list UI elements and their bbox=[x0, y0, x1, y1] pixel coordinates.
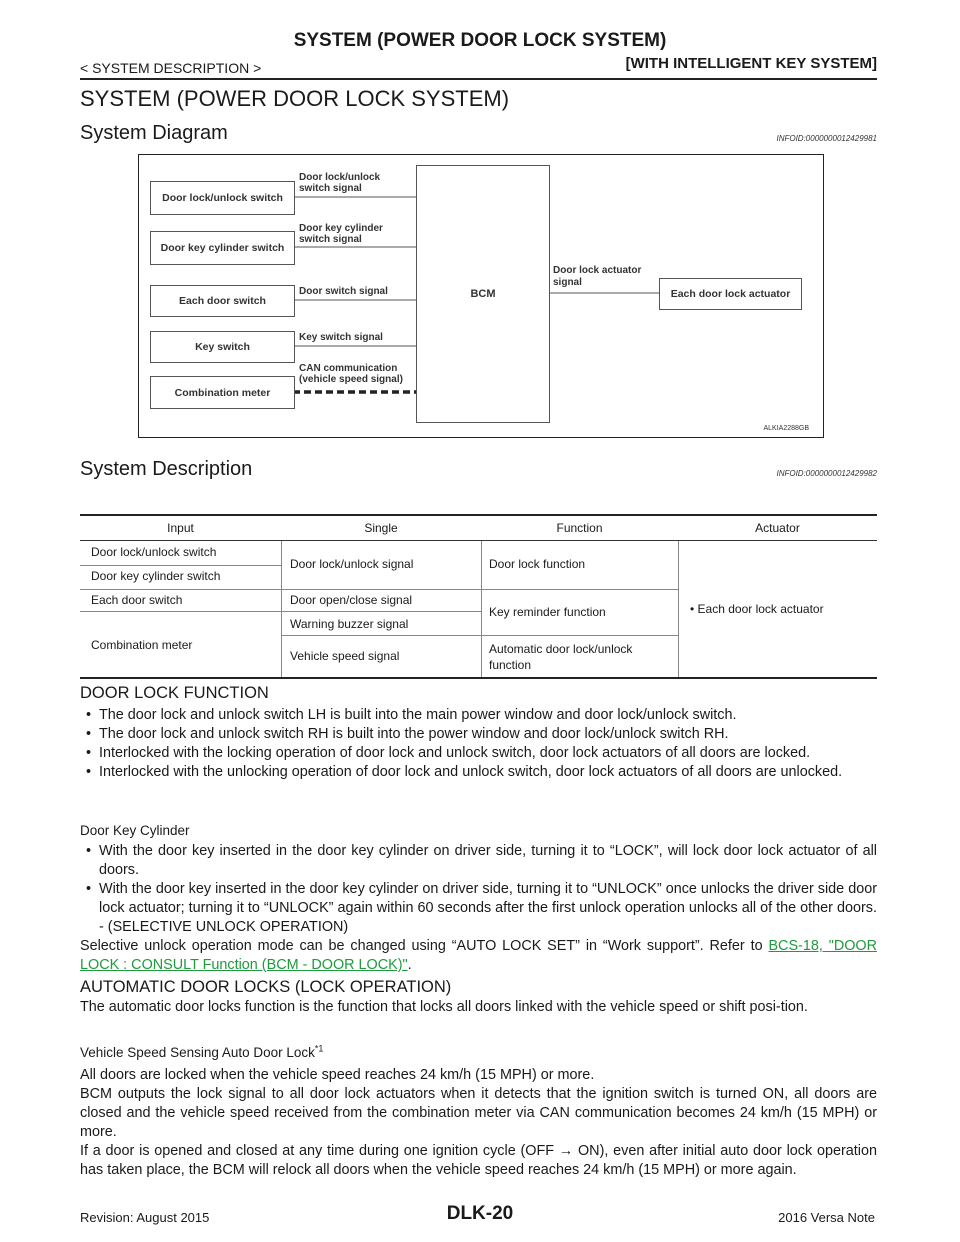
key-cylinder-signal-label-2: switch signal bbox=[299, 234, 362, 245]
paragraph: All doors are locked when the vehicle speed reaches 24 km/h (15 MPH) or more. bbox=[80, 1067, 595, 1083]
door-lock-signal-label-2: switch signal bbox=[299, 183, 362, 194]
actuator-signal-label-2: signal bbox=[553, 277, 582, 288]
system-diagram-heading: System Diagram bbox=[80, 122, 228, 144]
system-description-heading: System Description bbox=[80, 458, 253, 480]
key-switch-signal-label: Key switch signal bbox=[299, 332, 383, 343]
vehicle-speed-heading-text: Vehicle Speed Sensing Auto Door Lock bbox=[80, 1045, 315, 1060]
table-row-divider bbox=[80, 589, 678, 590]
table-cell: Door open/close signal bbox=[290, 593, 413, 607]
system-diagram-infoid: INFOID:0000000012429981 bbox=[776, 134, 877, 143]
table-row-divider bbox=[80, 611, 281, 612]
table-header-actuator: Actuator bbox=[755, 521, 800, 535]
selective-unlock-note bbox=[80, 937, 877, 975]
table-cell: Door lock/unlock signal bbox=[290, 557, 414, 571]
list-item: • Interlocked with the unlocking operation of door lock and unlock switch, door lock actuators of all doors are unlocked. bbox=[80, 763, 877, 782]
revision-label: Revision: August 2015 bbox=[80, 1210, 210, 1225]
door-lock-function-heading: DOOR LOCK FUNCTION bbox=[80, 684, 269, 702]
paragraph: The automatic door locks function is the function that locks all doors linked with the vehicle speed or shift posi-tion. bbox=[80, 999, 808, 1015]
paragraph: BCM outputs the lock signal to all door lock actuators when it detects that the ignition switch is turned ON, all doors are closed and the vehicle speed received from the combination meter via CAN communication becomes 24 km/h (15 MPH) or more. bbox=[80, 1086, 877, 1140]
list-item: • With the door key inserted in the door key cylinder on driver side, turning it to “LOCK”, will lock door lock actuator of all doors. bbox=[80, 842, 877, 880]
vehicle-speed-body bbox=[80, 1066, 877, 1180]
figure-id: ALKIA2288GB bbox=[763, 425, 809, 432]
table-header-input: Input bbox=[167, 521, 194, 535]
table-col-divider bbox=[281, 541, 282, 677]
list-item: • The door lock and unlock switch LH is built into the main power window and door lock/unlock switch. bbox=[80, 706, 877, 725]
bcs-reference-link[interactable]: BCS-18, "DOOR LOCK : CONSULT Function (BCM - DOOR LOCK)" bbox=[80, 938, 877, 973]
each-door-switch-box: Each door switch bbox=[150, 285, 295, 317]
system-description-infoid: INFOID:0000000012429982 bbox=[776, 469, 877, 478]
table-col-divider bbox=[481, 541, 482, 677]
variant-label: [WITH INTELLIGENT KEY SYSTEM] bbox=[625, 55, 877, 72]
can-signal-label-1: CAN communication bbox=[299, 363, 398, 374]
door-lock-switch-box: Door lock/unlock switch bbox=[150, 181, 295, 215]
can-signal-label-2: (vehicle speed signal) bbox=[299, 374, 403, 385]
key-cylinder-switch-box: Door key cylinder switch bbox=[150, 231, 295, 265]
table-header-function: Function bbox=[556, 521, 603, 535]
table-header-single: Single bbox=[364, 521, 398, 535]
door-lock-function-list bbox=[80, 706, 877, 782]
system-diagram bbox=[138, 154, 824, 438]
table-cell: function bbox=[489, 658, 532, 672]
table-cell: Each door switch bbox=[91, 593, 183, 607]
table-col-divider bbox=[678, 541, 679, 677]
note-text: Selective unlock operation mode can be changed using “AUTO LOCK SET” in “Work support”. Refer to bbox=[80, 938, 769, 954]
paragraph: If a door is opened and closed at any time during one ignition cycle (OFF → ON), even after initial auto door lock operation has taken place, the BCM will relock all doors when the vehicle speed reaches 24 km/h (15 MPH) or more again. bbox=[80, 1143, 877, 1178]
table-header-rule bbox=[80, 540, 877, 541]
table-cell: Vehicle speed signal bbox=[290, 649, 400, 663]
table-cell: Door lock/unlock switch bbox=[91, 545, 217, 559]
note-suffix: . bbox=[407, 957, 412, 973]
table-cell: • Each door lock actuator bbox=[690, 602, 824, 616]
table-cell: Door lock function bbox=[489, 557, 586, 571]
list-item: • The door lock and unlock switch RH is built into the power window and door lock/unlock switch RH. bbox=[80, 725, 877, 744]
table-row-divider bbox=[281, 611, 481, 612]
key-switch-box: Key switch bbox=[150, 331, 295, 363]
page-title: SYSTEM (POWER DOOR LOCK SYSTEM) bbox=[293, 30, 667, 51]
table-row-divider bbox=[80, 565, 281, 566]
door-lock-actuator-box: Each door lock actuator bbox=[659, 278, 802, 310]
header-divider bbox=[80, 78, 877, 80]
door-switch-signal-label: Door switch signal bbox=[299, 286, 388, 297]
combination-meter-box: Combination meter bbox=[150, 376, 295, 409]
main-heading: SYSTEM (POWER DOOR LOCK SYSTEM) bbox=[80, 86, 510, 111]
actuator-signal-label-1: Door lock actuator bbox=[553, 265, 642, 276]
table-top-rule bbox=[80, 514, 877, 516]
page-number: DLK-20 bbox=[446, 1203, 514, 1224]
table-bottom-rule bbox=[80, 677, 877, 679]
table-row-divider bbox=[281, 635, 678, 636]
list-item: • With the door key inserted in the door key cylinder on driver side, turning it to “UNLOCK” once unlocks the driver side door lock actuator; turning it to “UNLOCK” again within 60 seconds after the first unlock operation unlocks all of the other doors. - (SELECTIVE UNLOCK OPERATION) bbox=[80, 880, 877, 937]
vehicle-speed-heading bbox=[80, 1045, 323, 1060]
auto-door-locks-intro bbox=[80, 998, 877, 1017]
bcm-box: BCM bbox=[416, 165, 550, 423]
section-label: < SYSTEM DESCRIPTION > bbox=[80, 60, 262, 76]
footnote-marker: *1 bbox=[314, 1043, 324, 1054]
table-cell: Warning buzzer signal bbox=[290, 617, 409, 631]
list-item: • Interlocked with the locking operation of door lock and unlock switch, door lock actuators of all doors are locked. bbox=[80, 744, 877, 763]
door-lock-signal-label-1: Door lock/unlock bbox=[299, 172, 381, 183]
table-cell: Door key cylinder switch bbox=[91, 569, 221, 583]
key-cylinder-signal-label-1: Door key cylinder bbox=[299, 223, 383, 234]
auto-door-locks-heading: AUTOMATIC DOOR LOCKS (LOCK OPERATION) bbox=[80, 978, 452, 996]
door-key-cylinder-list bbox=[80, 842, 877, 975]
table-cell: Key reminder function bbox=[489, 605, 606, 619]
model-label: 2016 Versa Note bbox=[778, 1210, 875, 1225]
table-cell: Combination meter bbox=[91, 638, 193, 652]
door-key-cylinder-heading: Door Key Cylinder bbox=[80, 823, 190, 838]
table-cell: Automatic door lock/unlock bbox=[489, 642, 633, 656]
